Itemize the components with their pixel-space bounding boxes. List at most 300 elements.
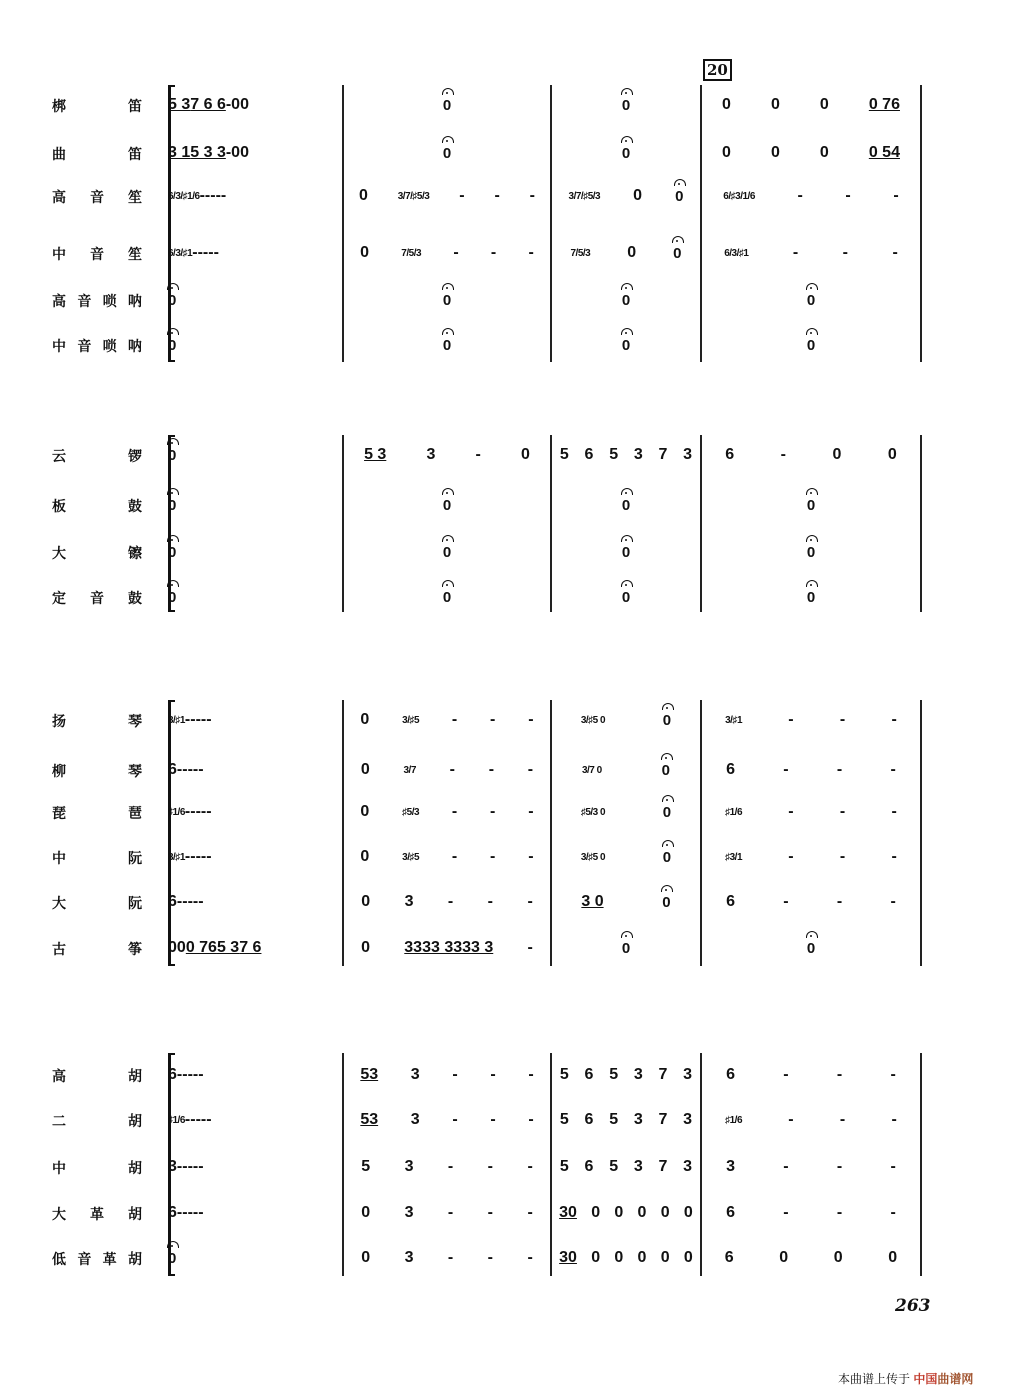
- dash: -: [527, 1204, 533, 1221]
- measure: [344, 330, 550, 360]
- dash: -: [528, 1111, 534, 1128]
- fermata-rest: 0: [675, 187, 684, 205]
- fermata-rest: 0: [442, 96, 452, 114]
- instrument-label: 中音唢呐: [52, 339, 142, 355]
- barline: [700, 700, 702, 966]
- measure: [344, 138, 550, 168]
- measure: [344, 705, 550, 735]
- dash: -: [490, 848, 496, 865]
- note: 0: [683, 1204, 693, 1221]
- dash: -: [451, 803, 458, 820]
- fermata-rest: 0: [806, 543, 816, 561]
- measure: [344, 797, 550, 827]
- measure: [552, 440, 700, 470]
- fermata-rest: 0: [621, 336, 631, 354]
- dash: -: [452, 1111, 458, 1128]
- measure: [168, 582, 176, 612]
- dash: -: [190, 848, 196, 865]
- note: 7 6: [239, 939, 262, 956]
- note: 0: [176, 939, 186, 956]
- dash: -: [190, 711, 196, 728]
- dash: -: [839, 711, 846, 728]
- measure: [552, 1060, 700, 1090]
- fermata-rest: 0: [442, 543, 452, 561]
- fermata-rest: 0: [806, 291, 816, 309]
- measure: [702, 90, 920, 120]
- fermata-rest: 0: [168, 446, 177, 464]
- measure: [552, 490, 700, 520]
- note: 0: [627, 244, 637, 261]
- dash: -: [206, 711, 212, 728]
- fermata-rest: 0: [168, 588, 177, 606]
- dash: -: [198, 1204, 204, 1221]
- dash: -: [187, 1066, 193, 1083]
- dash: -: [792, 244, 799, 261]
- measure: [552, 582, 700, 612]
- fermata-rest: 0: [621, 496, 631, 514]
- dash: -: [528, 848, 534, 865]
- measure: [344, 1243, 550, 1273]
- chord: 3/7/♯5/3: [568, 190, 601, 202]
- note: 7: [658, 446, 668, 463]
- measure: [702, 1198, 920, 1228]
- dash: -: [192, 761, 199, 778]
- note: 0: [360, 711, 370, 728]
- measure: [168, 1105, 212, 1135]
- measure: [168, 755, 204, 785]
- instrument-staff: [52, 705, 922, 735]
- dash: -: [842, 244, 848, 261]
- fermata-rest: 0: [442, 336, 452, 354]
- note: 3 0: [581, 893, 604, 910]
- fermata-rest: 0: [662, 711, 672, 729]
- dash: -: [176, 1066, 183, 1083]
- fermata-rest: 0: [806, 336, 816, 354]
- chord: ♯1/6: [725, 806, 743, 818]
- dash: -: [176, 893, 183, 910]
- note: 3: [633, 1111, 643, 1128]
- dash: -: [190, 1111, 196, 1128]
- fermata-rest: 0: [806, 496, 816, 514]
- measure: [552, 238, 700, 268]
- page-number: 263: [895, 1296, 931, 1316]
- note: 53: [360, 1066, 379, 1083]
- logo-text-b[interactable]: 曲谱网: [937, 1372, 974, 1386]
- dash: -: [528, 244, 534, 261]
- chord: 6/3/♯1: [724, 247, 749, 259]
- dash: -: [891, 711, 897, 728]
- note: 0: [614, 1249, 624, 1266]
- barline: [342, 85, 344, 362]
- measure: [702, 537, 920, 567]
- barline: [700, 85, 702, 362]
- dash: -: [210, 187, 216, 204]
- fermata-rest: 0: [621, 96, 631, 114]
- logo-text-a[interactable]: 中国: [913, 1372, 938, 1386]
- measure: [702, 797, 920, 827]
- dash: -: [487, 1158, 493, 1175]
- dash: -: [184, 803, 191, 820]
- instrument-label: 大 阮: [52, 896, 142, 912]
- measure: [168, 933, 261, 963]
- dash: -: [451, 848, 458, 865]
- dash: -: [208, 244, 214, 261]
- dash: -: [195, 1111, 201, 1128]
- dash: -: [527, 1158, 533, 1175]
- note: 3: [404, 1249, 414, 1266]
- fermata-rest: 0: [673, 244, 682, 262]
- dash: -: [839, 848, 846, 865]
- note: 3: [404, 893, 414, 910]
- dash: -: [184, 1111, 191, 1128]
- measure: [168, 238, 219, 268]
- dash: -: [891, 803, 897, 820]
- dash: -: [528, 711, 534, 728]
- dash: -: [788, 803, 794, 820]
- note: 0 76: [868, 96, 900, 113]
- dash: -: [447, 893, 454, 910]
- note: 6: [168, 1204, 177, 1221]
- note: 3 1: [168, 144, 191, 161]
- dash: -: [187, 1204, 193, 1221]
- chord: 6/3/♯1/6: [168, 190, 200, 202]
- dash: -: [199, 187, 205, 204]
- note: 0: [168, 939, 177, 956]
- dash: -: [176, 1204, 183, 1221]
- note: 5: [609, 1158, 619, 1175]
- note: 0: [231, 96, 241, 113]
- fermata-rest: 0: [168, 291, 177, 309]
- measure: [702, 330, 920, 360]
- dash: -: [449, 761, 455, 778]
- barline: [920, 700, 922, 966]
- note: 5: [609, 446, 619, 463]
- dash: -: [192, 893, 199, 910]
- score-system: [52, 1053, 922, 1276]
- note: 5 3: [168, 96, 191, 113]
- measure: [344, 181, 550, 211]
- note: 3: [726, 1158, 736, 1175]
- instrument-label: 高音笙: [52, 190, 142, 206]
- note: 5: [609, 1111, 619, 1128]
- instrument-label: 曲 笛: [52, 147, 142, 163]
- dash: -: [528, 1066, 534, 1083]
- dash: -: [490, 711, 496, 728]
- measure: [168, 138, 249, 168]
- dash: -: [176, 761, 183, 778]
- measure: [702, 755, 920, 785]
- measure: [344, 238, 550, 268]
- fermata-rest: 0: [662, 803, 672, 821]
- dash: -: [490, 244, 497, 261]
- measure: [168, 1243, 176, 1273]
- chord: 3/♯5: [402, 851, 420, 863]
- note: 5: [559, 1111, 569, 1128]
- dash: -: [836, 893, 843, 910]
- note: 0: [722, 96, 731, 113]
- measure: [168, 440, 176, 470]
- dash: -: [225, 96, 232, 113]
- dash: -: [788, 1111, 794, 1128]
- note: 3: [683, 1066, 693, 1083]
- fermata-rest: 0: [621, 543, 631, 561]
- instrument-label: 大 镲: [52, 546, 142, 562]
- measure: [552, 1198, 700, 1228]
- fermata-rest: 0: [442, 291, 452, 309]
- note: 3: [683, 446, 693, 463]
- note: 0 76: [185, 939, 217, 956]
- barline: [550, 700, 552, 966]
- instrument-staff: [52, 330, 922, 360]
- measure: [344, 755, 550, 785]
- fermata-rest: 0: [661, 761, 671, 779]
- dash: -: [187, 1158, 193, 1175]
- instrument-staff: [52, 842, 922, 872]
- dash: -: [184, 848, 191, 865]
- measure: [168, 1198, 204, 1228]
- note: 0: [633, 187, 643, 204]
- dash: -: [198, 1158, 204, 1175]
- dash: -: [488, 761, 495, 778]
- measure: [702, 933, 920, 963]
- chord: 3/♯1: [168, 714, 185, 726]
- note: 5: [559, 1158, 569, 1175]
- chord: 6/3/♯1: [168, 247, 193, 259]
- measure: [702, 285, 920, 315]
- note: 6: [584, 446, 594, 463]
- note: 3: [633, 1158, 643, 1175]
- note: 0: [361, 1249, 371, 1266]
- measure: [702, 705, 920, 735]
- instrument-staff: [52, 238, 922, 268]
- note: 5: [609, 1066, 619, 1083]
- note: 0: [361, 939, 371, 956]
- note: 5: [361, 1158, 371, 1175]
- measure: [344, 440, 550, 470]
- note: 0: [240, 144, 249, 161]
- chord: ♯5/3 0: [580, 806, 606, 818]
- measure: [702, 582, 920, 612]
- dash: -: [527, 1249, 533, 1266]
- measure: [702, 1105, 920, 1135]
- instrument-staff: [52, 285, 922, 315]
- measure: [168, 1152, 204, 1182]
- dash: -: [220, 187, 227, 204]
- instrument-label: 二 胡: [52, 1114, 142, 1130]
- dash: -: [892, 244, 898, 261]
- chord: 3/♯5: [402, 714, 420, 726]
- chord: 3/♯5 0: [580, 714, 606, 726]
- note: 3: [633, 446, 643, 463]
- note: 0: [832, 446, 842, 463]
- note: 6: [168, 1066, 177, 1083]
- measure: [344, 933, 550, 963]
- dash: -: [225, 144, 232, 161]
- measure: [702, 887, 920, 917]
- system-bracket: [168, 85, 175, 362]
- measure: [552, 90, 700, 120]
- instrument-staff: [52, 181, 922, 211]
- instrument-staff: [52, 90, 922, 120]
- dash: -: [527, 893, 533, 910]
- measure: [702, 181, 920, 211]
- measure: [344, 1105, 550, 1135]
- instrument-label: 定音鼓: [52, 591, 142, 607]
- dash: -: [528, 803, 534, 820]
- chord: 3/♯1: [168, 851, 185, 863]
- dash: -: [184, 711, 191, 728]
- dash: -: [453, 244, 459, 261]
- measure: [552, 797, 700, 827]
- instrument-staff: [52, 755, 922, 785]
- chord: 7/5/3: [570, 247, 591, 259]
- chord: 3/7: [403, 764, 416, 776]
- dash: -: [836, 1158, 843, 1175]
- dash: -: [890, 761, 896, 778]
- note: 3: [168, 1158, 177, 1175]
- note: 6: [724, 1249, 734, 1266]
- instrument-label: 中 阮: [52, 851, 142, 867]
- dash: -: [490, 1111, 496, 1128]
- measure: [168, 887, 204, 917]
- dash: -: [780, 446, 786, 463]
- note: 0: [770, 96, 780, 113]
- dash: -: [195, 711, 201, 728]
- dash: -: [529, 187, 535, 204]
- measure: [552, 1152, 700, 1182]
- footer-text: 本曲谱上传于: [838, 1372, 911, 1386]
- measure: [344, 1198, 550, 1228]
- fermata-rest: 0: [621, 588, 631, 606]
- fermata-rest: 0: [621, 144, 631, 162]
- instrument-label: 柳 琴: [52, 764, 142, 780]
- measure: [168, 537, 176, 567]
- note: 6: [168, 761, 177, 778]
- measure: [702, 1060, 920, 1090]
- note: 0: [888, 1249, 898, 1266]
- note: 6: [726, 1066, 736, 1083]
- note: 3: [683, 1158, 693, 1175]
- note: 0: [770, 144, 780, 161]
- score-system: [52, 435, 922, 612]
- measure: [702, 1243, 920, 1273]
- fermata-rest: 0: [168, 496, 177, 514]
- note: 0: [722, 144, 731, 161]
- measure: [168, 842, 212, 872]
- dash: -: [890, 1204, 896, 1221]
- note: 0: [520, 446, 530, 463]
- note: 7: [658, 1066, 668, 1083]
- dash: -: [190, 803, 196, 820]
- dash: -: [788, 848, 794, 865]
- measure: [168, 90, 249, 120]
- chord: 3/♯5 0: [580, 851, 606, 863]
- note: 3: [404, 1204, 414, 1221]
- chord: ♯3/1: [725, 851, 743, 863]
- chord: ♯1/6: [725, 1114, 743, 1126]
- dash: -: [182, 761, 188, 778]
- measure: [168, 1060, 204, 1090]
- instrument-label: 高 胡: [52, 1069, 142, 1085]
- dash: -: [198, 761, 204, 778]
- dash: -: [200, 803, 207, 820]
- dash: -: [527, 939, 533, 956]
- dash: -: [890, 1066, 896, 1083]
- score-system: [52, 700, 922, 966]
- footer: [838, 1370, 973, 1387]
- measure: [344, 537, 550, 567]
- note: 30: [559, 1204, 577, 1221]
- note: 0: [231, 144, 241, 161]
- fermata-rest: 0: [168, 1249, 177, 1267]
- note: 5 3: [216, 939, 240, 956]
- note: 0: [360, 803, 370, 820]
- dash: -: [447, 1249, 454, 1266]
- measure: [552, 1105, 700, 1135]
- dash: -: [215, 187, 221, 204]
- note: 7: [658, 1158, 668, 1175]
- dash: -: [890, 1158, 896, 1175]
- note: 30: [559, 1249, 577, 1266]
- dash: -: [200, 711, 207, 728]
- instrument-staff: [52, 933, 922, 963]
- dash: -: [839, 803, 846, 820]
- dash: -: [487, 1204, 493, 1221]
- dash: -: [487, 1249, 493, 1266]
- note: 0: [361, 1204, 371, 1221]
- dash: -: [182, 1158, 188, 1175]
- instrument-staff: [52, 797, 922, 827]
- dash: -: [447, 1158, 454, 1175]
- dash: -: [200, 848, 207, 865]
- measure: [552, 330, 700, 360]
- dash: -: [447, 1204, 454, 1221]
- instrument-label: 高音唢呐: [52, 294, 142, 310]
- measure: [702, 490, 920, 520]
- dash: -: [198, 1066, 204, 1083]
- measure: [552, 285, 700, 315]
- dash: -: [783, 761, 789, 778]
- note: 3: [404, 1158, 414, 1175]
- note: 6: [725, 446, 735, 463]
- measure: [702, 138, 920, 168]
- measure: [552, 1243, 700, 1273]
- dash: -: [192, 1158, 199, 1175]
- instrument-staff: [52, 440, 922, 470]
- note: 6: [584, 1066, 594, 1083]
- measure: [552, 933, 700, 963]
- note: 7 6 6: [190, 96, 226, 113]
- note: 0: [833, 1249, 843, 1266]
- instrument-label: 扬 琴: [52, 714, 142, 730]
- instrument-label: 梆 笛: [52, 99, 142, 115]
- note: 5: [559, 446, 569, 463]
- fermata-rest: 0: [442, 144, 452, 162]
- dash: -: [192, 244, 198, 261]
- measure: [702, 1152, 920, 1182]
- instrument-label: 中 胡: [52, 1161, 142, 1177]
- fermata-rest: 0: [621, 939, 631, 957]
- note: 0: [637, 1204, 647, 1221]
- measure: [702, 238, 920, 268]
- measure: [168, 797, 212, 827]
- note: 0: [358, 187, 368, 204]
- note: 0: [660, 1249, 670, 1266]
- measure: [552, 755, 700, 785]
- note: 5: [559, 1066, 569, 1083]
- dash: -: [187, 761, 193, 778]
- chord: 6/♯3/1/6: [723, 190, 755, 202]
